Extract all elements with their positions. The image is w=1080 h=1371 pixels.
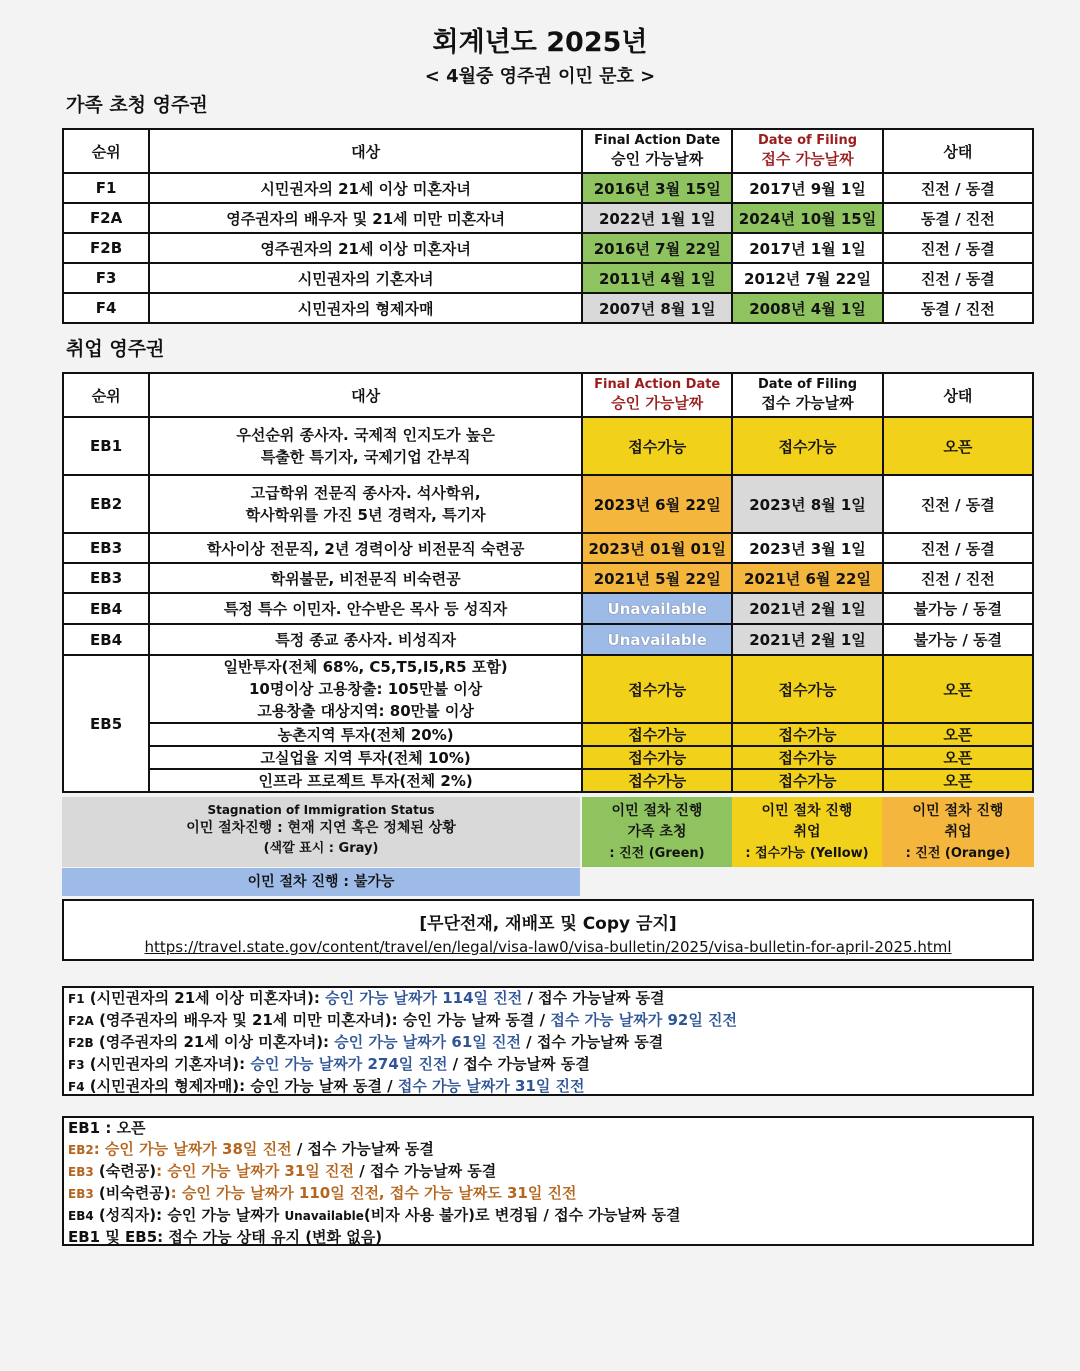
employment-notes-box <box>62 1116 1034 1246</box>
target-line: 일반투자(전체 68%, C5,T5,I5,R5 포함) <box>223 658 508 676</box>
note-rest: / 접수 가능날짜 동결 <box>354 1162 497 1180</box>
fad-cell: 2022년 1월 1일 <box>582 203 732 233</box>
header-fad-en: Final Action Date <box>594 377 721 392</box>
note-line <box>68 1010 1028 1032</box>
target-cell: 특정 종교 종사자. 비성직자 <box>149 624 582 655</box>
note-line: EB1 및 EB5: 접수 가능 상태 유지 (변화 없음) <box>68 1228 383 1246</box>
header-fad-ko: 승인 가능날짜 <box>611 394 704 412</box>
dof-cell: 2012년 7월 22일 <box>732 263 882 293</box>
note-label: (시민권자의 기혼자녀): <box>84 1055 251 1073</box>
note-rest: 승인 가능 날짜 동결 / <box>250 1077 398 1095</box>
legend-green-line: : 진전 (Green) <box>609 846 705 861</box>
note-line <box>68 1205 1028 1227</box>
target-cell: 특정 특수 이민자. 안수받은 목사 등 성직자 <box>149 593 582 624</box>
fad-cell: 2021년 5월 22일 <box>582 563 732 593</box>
legend-yellow-line: : 접수가능 (Yellow) <box>745 846 869 861</box>
header-date-of-filing <box>732 373 882 417</box>
note-label: (시민권자의 21세 이상 미혼자녀): <box>84 989 326 1007</box>
dof-cell: 2021년 2월 1일 <box>732 624 882 655</box>
note-rest: / 접수 가능날짜 동결 <box>447 1055 590 1073</box>
table-row <box>63 624 1033 655</box>
dof-cell: 접수가능 <box>732 746 882 769</box>
note-highlight: : 승인 가능 날짜가 110일 진전, 접수 가능 날짜도 31일 진전 <box>170 1184 577 1202</box>
family-section-heading: 가족 초청 영주권 <box>66 94 208 116</box>
rank-cell: EB2 <box>63 475 149 533</box>
note-line <box>68 1161 1028 1183</box>
note-code: EB4 <box>68 1209 94 1223</box>
legend-orange <box>882 797 1034 867</box>
table-row <box>63 655 1033 723</box>
dof-cell: 2023년 3월 1일 <box>732 533 882 563</box>
note-highlight: : 승인 가능 날짜가 38일 진전 <box>93 1140 292 1158</box>
target-cell: 시민권자의 형제자매 <box>149 293 582 323</box>
table-row <box>63 769 1033 792</box>
family-notes-box <box>62 986 1034 1096</box>
target-cell: 영주권자의 배우자 및 21세 미만 미혼자녀 <box>149 203 582 233</box>
note-code: EB2 <box>68 1143 94 1157</box>
table-row <box>63 417 1033 475</box>
header-fad-ko: 승인 가능날짜 <box>611 150 704 168</box>
rank-cell: EB3 <box>63 563 149 593</box>
rank-cell: F3 <box>63 263 149 293</box>
employment-header-row <box>63 373 1033 417</box>
note-code: F2B <box>68 1036 94 1050</box>
target-cell: 고실업율 지역 투자(전체 10%) <box>149 746 582 769</box>
note-code: F2A <box>68 1014 94 1028</box>
dof-cell: 접수가능 <box>732 655 882 723</box>
header-fad-en: Final Action Date <box>594 133 721 148</box>
note-rest: (비자 사용 불가)로 변경됨 / 접수 가능날짜 동결 <box>363 1206 681 1224</box>
status-cell: 오픈 <box>883 723 1033 746</box>
table-row <box>63 746 1033 769</box>
rank-cell: F2B <box>63 233 149 263</box>
dof-cell: 2021년 2월 1일 <box>732 593 882 624</box>
header-dof-ko: 접수 가능날짜 <box>761 394 854 412</box>
table-row <box>63 593 1033 624</box>
status-cell: 불가능 / 동결 <box>883 624 1033 655</box>
status-cell: 동결 / 진전 <box>883 293 1033 323</box>
status-cell: 진전 / 동결 <box>883 475 1033 533</box>
note-line <box>68 1139 1028 1161</box>
dof-cell: 2021년 6월 22일 <box>732 563 882 593</box>
table-row <box>63 173 1033 203</box>
target-cell: 농촌지역 투자(전체 20%) <box>149 723 582 746</box>
note-line <box>68 1054 1028 1076</box>
target-line: 고급학위 전문직 종사자. 석사학위, <box>250 484 481 502</box>
note-highlight: 접수 가능 날짜가 31일 진전 <box>397 1077 585 1095</box>
header-final-action-date <box>582 373 732 417</box>
header-date-of-filing <box>732 129 882 173</box>
status-cell: 진전 / 동결 <box>883 263 1033 293</box>
legend-gray-line: Stagnation of Immigration Status <box>207 803 435 817</box>
fad-cell: 접수가능 <box>582 769 732 792</box>
fad-cell: 접수가능 <box>582 655 732 723</box>
status-cell: 진전 / 동결 <box>883 533 1033 563</box>
dof-cell: 2017년 9월 1일 <box>732 173 882 203</box>
page-subtitle: < 4월중 영주권 이민 문호 > <box>424 66 656 87</box>
note-line <box>68 988 1028 1010</box>
target-cell: 학사이상 전문직, 2년 경력이상 비전문직 숙련공 <box>149 533 582 563</box>
legend-green <box>582 797 732 867</box>
fad-cell: 2007년 8월 1일 <box>582 293 732 323</box>
note-label: (비숙련공) <box>93 1184 171 1202</box>
legend-gray <box>62 797 580 867</box>
rank-cell: F2A <box>63 203 149 233</box>
status-cell: 진전 / 동결 <box>883 173 1033 203</box>
dof-cell: 2024년 10월 15일 <box>732 203 882 233</box>
note-label: (영주권자의 배우자 및 21세 미만 미혼자녀): <box>93 1011 403 1029</box>
legend-gray-line: (색깔 표시 : Gray) <box>263 841 379 856</box>
target-line: 10명이상 고용창출: 105만불 이상 <box>248 680 483 698</box>
dof-cell: 2023년 8월 1일 <box>732 475 882 533</box>
family-header-row <box>63 129 1033 173</box>
note-label: (영주권자의 21세 이상 미혼자녀): <box>93 1033 335 1051</box>
table-row <box>63 563 1033 593</box>
note-label: (시민권자의 형제자매): <box>84 1077 251 1095</box>
table-row <box>63 263 1033 293</box>
header-final-action-date <box>582 129 732 173</box>
note-code: EB3 <box>68 1165 94 1179</box>
status-cell: 오픈 <box>883 655 1033 723</box>
status-cell: 오픈 <box>883 769 1033 792</box>
target-cell: 인프라 프로젝트 투자(전체 2%) <box>149 769 582 792</box>
copyright-box <box>62 899 1034 961</box>
target-line: 특출한 특기자, 국제기업 간부직 <box>260 448 471 466</box>
note-rest: Unavailable <box>284 1209 364 1223</box>
legend-blue: 이민 절차 진행 : 불가능 <box>62 868 580 896</box>
status-cell: 오픈 <box>883 746 1033 769</box>
note-highlight: 승인 가능 날짜가 114일 진전 <box>325 989 523 1007</box>
note-line <box>68 1076 1028 1098</box>
note-code: EB3 <box>68 1187 94 1201</box>
table-row <box>63 233 1033 263</box>
status-cell: 진전 / 진전 <box>883 563 1033 593</box>
legend-orange-line: 취업 <box>944 824 972 840</box>
status-cell: 동결 / 진전 <box>883 203 1033 233</box>
fad-cell: 접수가능 <box>582 746 732 769</box>
legend-green-line: 가족 초청 <box>627 824 687 840</box>
fad-cell: 2023년 01월 01일 <box>582 533 732 563</box>
dof-cell: 2017년 1월 1일 <box>732 233 882 263</box>
rank-cell: EB3 <box>63 533 149 563</box>
target-line: 우선순위 종사자. 국제적 인지도가 높은 <box>236 426 495 444</box>
note-highlight: 접수 가능 날짜가 92일 진전 <box>550 1011 738 1029</box>
copyright-text: [무단전재, 재배포 및 Copy 금지] <box>419 914 677 934</box>
note-label: (성직자) <box>93 1206 157 1224</box>
table-row <box>63 293 1033 323</box>
fad-cell: 2011년 4월 1일 <box>582 263 732 293</box>
status-cell: 진전 / 동결 <box>883 233 1033 263</box>
employment-table <box>62 372 1034 793</box>
header-dof-ko: 접수 가능날짜 <box>761 150 854 168</box>
fad-cell: 2016년 7월 22일 <box>582 233 732 263</box>
family-table <box>62 128 1034 324</box>
source-link[interactable]: https://travel.state.gov/content/travel/en/legal/visa-law0/visa-bulletin/2025/visa-bulletin-for-april-2025.html <box>144 938 952 956</box>
target-cell: 시민권자의 21세 이상 미혼자녀 <box>149 173 582 203</box>
legend-orange-line: 이민 절차 진행 <box>912 803 1004 819</box>
table-row <box>63 203 1033 233</box>
fad-cell: 2016년 3월 15일 <box>582 173 732 203</box>
note-line <box>68 1183 1028 1205</box>
note-line: EB1 : 오픈 <box>68 1119 146 1137</box>
dof-cell: 접수가능 <box>732 417 882 475</box>
note-highlight: 승인 가능 날짜가 274일 진전 <box>250 1055 448 1073</box>
note-rest: 승인 가능 날짜 동결 / <box>402 1011 551 1029</box>
note-rest: : 승인 가능 날짜가 <box>156 1206 285 1224</box>
fad-cell: Unavailable <box>582 624 732 655</box>
note-rest: / 접수 가능날짜 동결 <box>291 1140 434 1158</box>
table-row <box>63 723 1033 746</box>
target-cell <box>149 475 582 533</box>
note-code: F4 <box>68 1080 85 1094</box>
rank-cell: EB1 <box>63 417 149 475</box>
fad-cell: 2023년 6월 22일 <box>582 475 732 533</box>
target-line: 고용창출 대상지역: 80만불 이상 <box>257 702 474 720</box>
legend-orange-line: : 진전 (Orange) <box>905 846 1011 861</box>
header-target: 대상 <box>149 129 582 173</box>
employment-section-heading: 취업 영주권 <box>66 338 165 360</box>
dof-cell: 접수가능 <box>732 723 882 746</box>
legend-yellow <box>732 797 882 867</box>
legend-green-line: 이민 절차 진행 <box>611 803 703 819</box>
legend-gray-line: 이민 절차진행 : 현재 지연 혹은 정체된 상황 <box>186 820 456 836</box>
dof-cell: 2008년 4월 1일 <box>732 293 882 323</box>
header-rank: 순위 <box>63 129 149 173</box>
status-cell: 불가능 / 동결 <box>883 593 1033 624</box>
rank-cell: EB4 <box>63 593 149 624</box>
note-rest: / 접수 가능날짜 동결 <box>522 989 665 1007</box>
target-cell: 영주권자의 21세 이상 미혼자녀 <box>149 233 582 263</box>
table-row <box>63 533 1033 563</box>
target-cell <box>149 417 582 475</box>
rank-cell: EB5 <box>63 655 149 792</box>
table-row <box>63 475 1033 533</box>
note-highlight: 승인 가능 날짜가 61일 진전 <box>334 1033 521 1051</box>
fad-cell: 접수가능 <box>582 417 732 475</box>
legend-yellow-line: 취업 <box>793 824 821 840</box>
note-rest: / 접수 가능날짜 동결 <box>520 1033 664 1051</box>
rank-cell: EB4 <box>63 624 149 655</box>
header-status: 상태 <box>883 373 1033 417</box>
note-label: (숙련공) <box>93 1162 157 1180</box>
header-status: 상태 <box>883 129 1033 173</box>
fad-cell: 접수가능 <box>582 723 732 746</box>
target-line: 학사학위를 가진 5년 경력자, 특기자 <box>245 506 486 524</box>
note-highlight: : 승인 가능 날짜가 31일 진전 <box>156 1162 354 1180</box>
rank-cell: F1 <box>63 173 149 203</box>
target-cell: 시민권자의 기혼자녀 <box>149 263 582 293</box>
rank-cell: F4 <box>63 293 149 323</box>
header-rank: 순위 <box>63 373 149 417</box>
target-cell: 학위불문, 비전문직 비숙련공 <box>149 563 582 593</box>
header-dof-en: Date of Filing <box>757 133 858 148</box>
note-code: F1 <box>68 992 85 1006</box>
target-cell <box>149 655 582 723</box>
status-cell: 오픈 <box>883 417 1033 475</box>
header-target: 대상 <box>149 373 582 417</box>
header-dof-en: Date of Filing <box>757 377 858 392</box>
page-title: 회계년도 2025년 <box>432 27 648 58</box>
note-line <box>68 1032 1028 1054</box>
fad-cell: Unavailable <box>582 593 732 624</box>
dof-cell: 접수가능 <box>732 769 882 792</box>
note-code: F3 <box>68 1058 85 1072</box>
legend-yellow-line: 이민 절차 진행 <box>761 803 853 819</box>
